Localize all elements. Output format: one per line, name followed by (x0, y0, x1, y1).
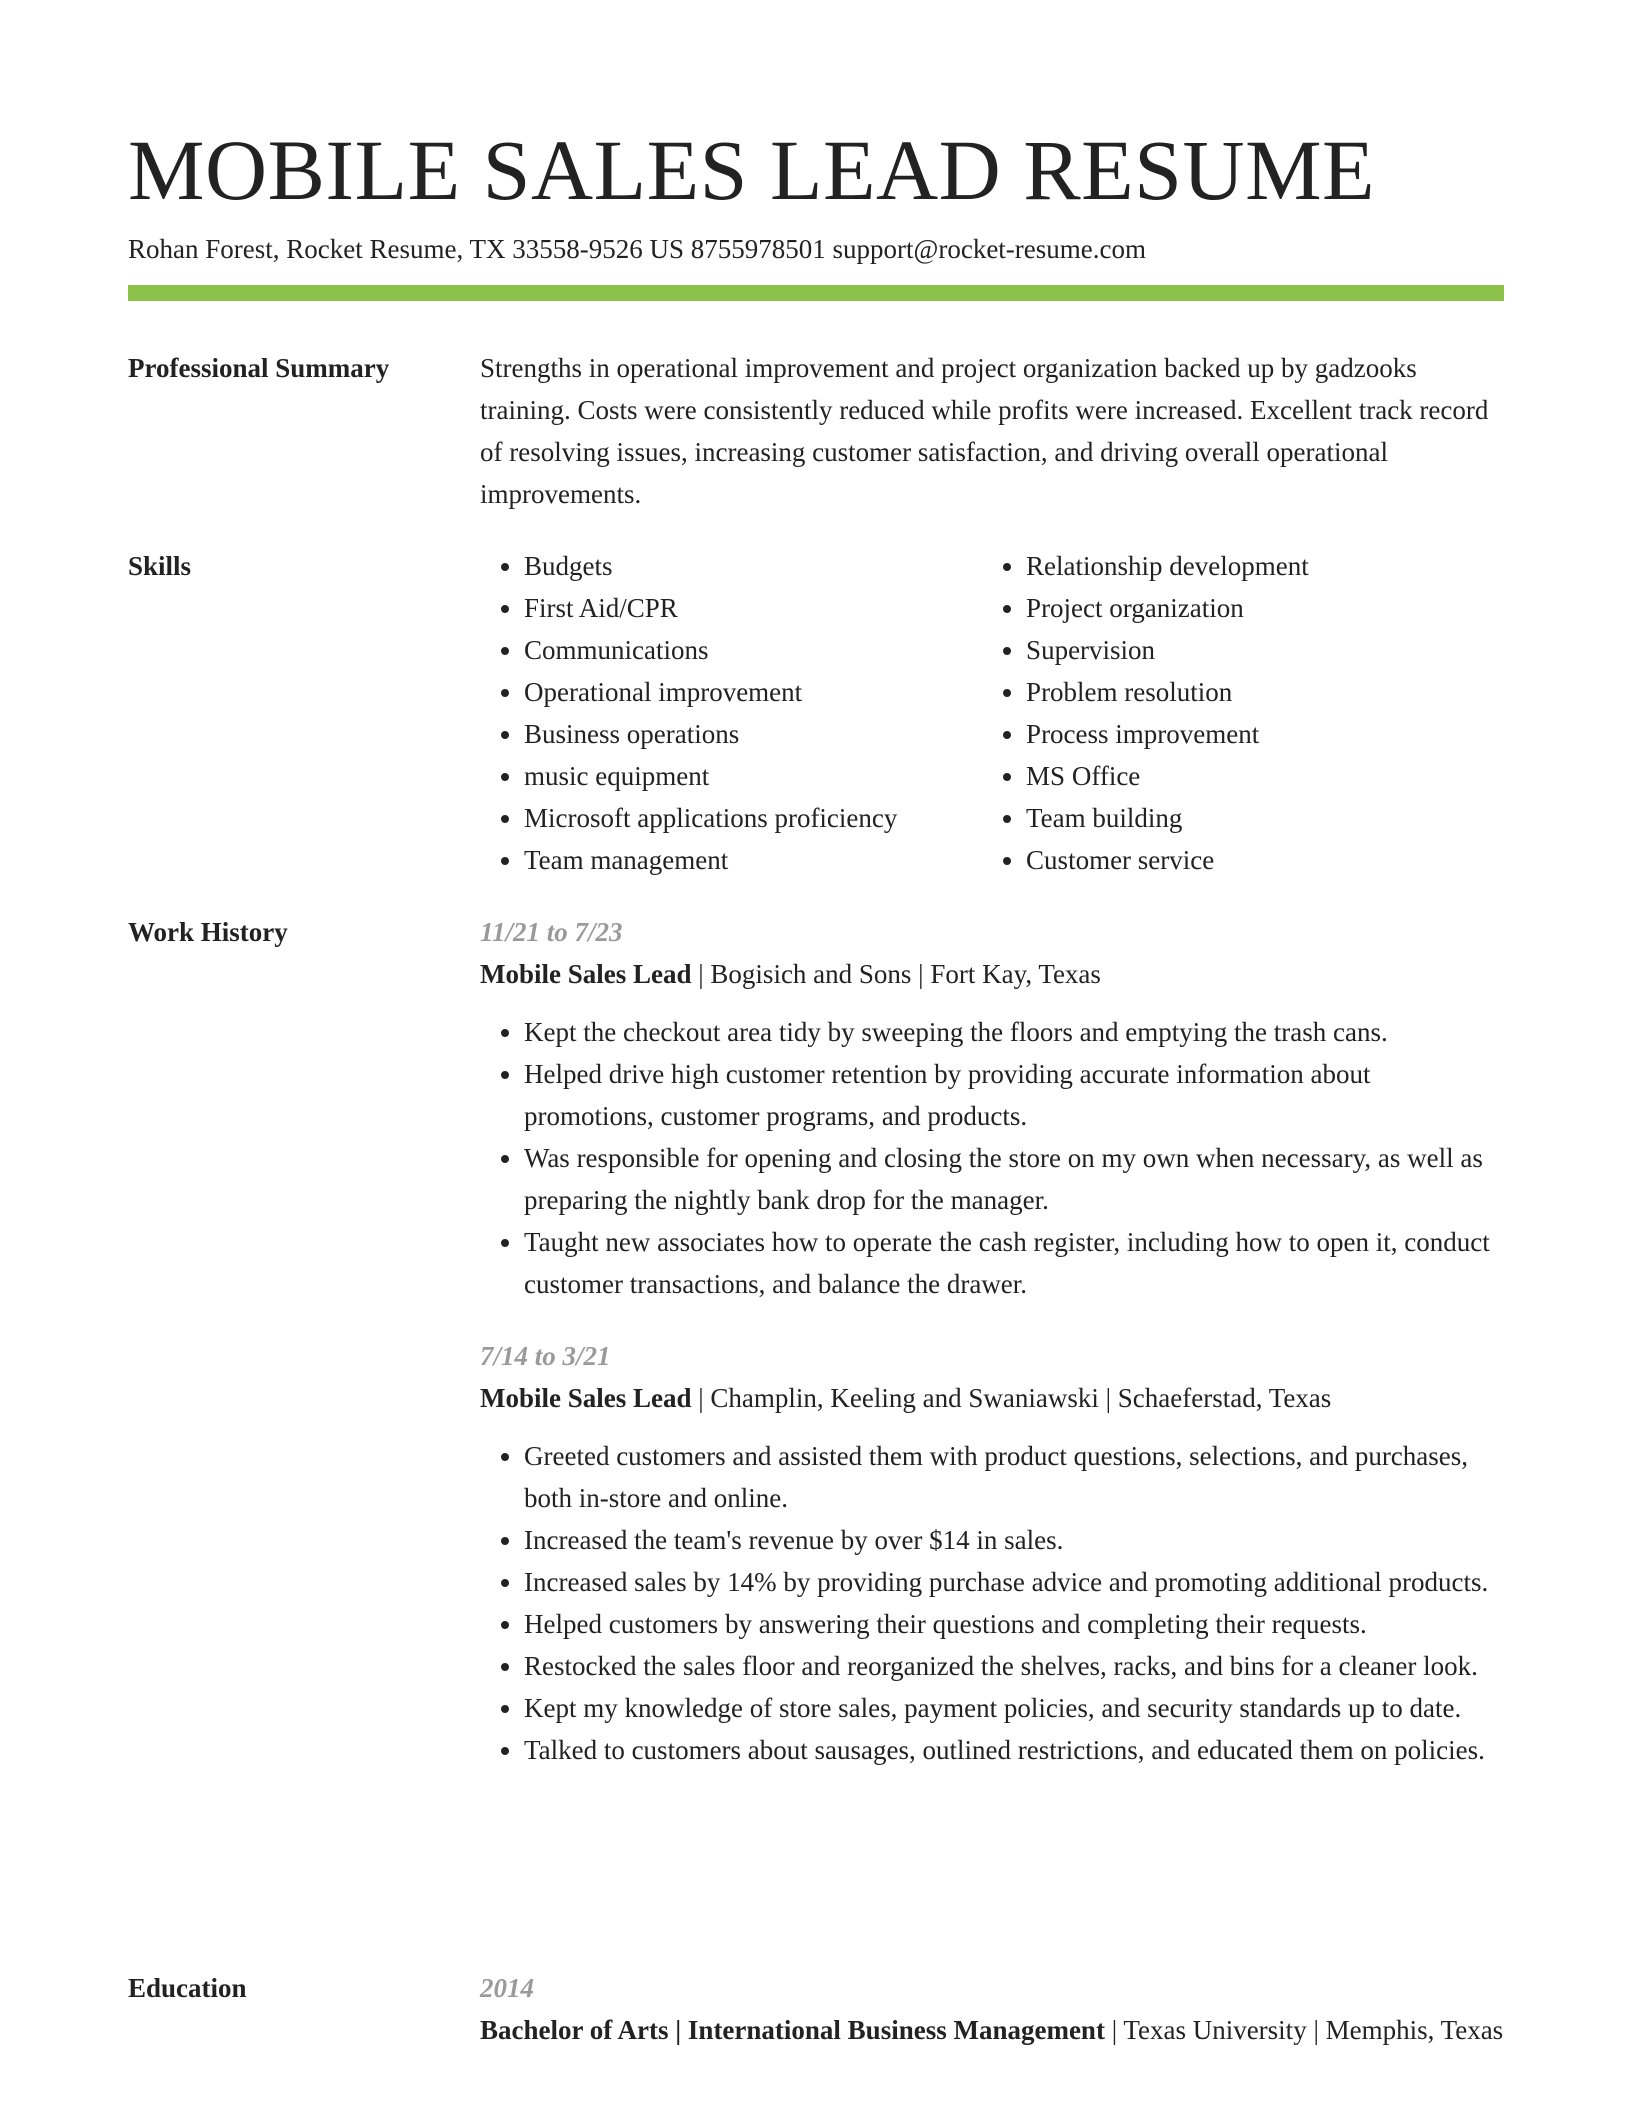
resume-title: MOBILE SALES LEAD RESUME (128, 122, 1376, 218)
education-body (480, 1967, 1504, 2051)
job-employer-location: | Champlin, Keeling and Swaniawski | Schaeferstad, Texas (691, 1383, 1332, 1413)
job-bullet: • Helped drive high customer retention by providing accurate information about promotions, customer programs, and products. (524, 1053, 1504, 1137)
skill-item: • MS Office (1026, 755, 1504, 797)
skills-heading: Skills (128, 551, 192, 581)
education-details: | Texas University | Memphis, Texas (1104, 2015, 1504, 2045)
job-bullet: • Helped customers by answering their questions and completing their requests. (524, 1603, 1504, 1645)
summary-heading: Professional Summary (128, 353, 390, 383)
job-bullet: • Kept the checkout area tidy by sweeping the floors and emptying the trash cans. (524, 1011, 1504, 1053)
skill-item: • Relationship development (1026, 545, 1504, 587)
job-bullet: • Greeted customers and assisted them with product questions, selections, and purchases, both in-store and online. (524, 1435, 1504, 1519)
job-entry (480, 911, 1504, 1305)
skills-list-right (982, 545, 1504, 881)
contact-phone: 8755978501 (690, 234, 833, 264)
job-title: Mobile Sales Lead (480, 959, 692, 989)
education-line (480, 2009, 1504, 2051)
skill-item: • Budgets (524, 545, 982, 587)
skill-item: • Team building (1026, 797, 1504, 839)
summary-body (480, 347, 1504, 515)
job-bullet: • Was responsible for opening and closing the store on my own when necessary, as well as preparing the nightly bank drop for the manager. (524, 1137, 1504, 1221)
skill-item: • Process improvement (1026, 713, 1504, 755)
header-divider (128, 285, 1504, 301)
job-bullet: • Increased the team's revenue by over $14 in sales. (524, 1519, 1504, 1561)
contact-line (128, 232, 1146, 266)
job-bullet-list (480, 1435, 1504, 1771)
job-bullet: • Kept my knowledge of store sales, payment policies, and security standards up to date. (524, 1687, 1504, 1729)
skill-item: • Problem resolution (1026, 671, 1504, 713)
contact-email[interactable]: support@rocket-resume.com (832, 234, 1147, 264)
skill-item: • Operational improvement (524, 671, 982, 713)
job-bullet: • Restocked the sales floor and reorganized the shelves, racks, and bins for a cleaner look. (524, 1645, 1504, 1687)
contact-address: Rocket Resume, TX 33558-9526 US (286, 234, 691, 264)
summary-text: Strengths in operational improvement and project organization backed up by gadzooks training. Costs were consistently reduced while profits were increased. Excellent track record of resolving issues, increasing customer satisfaction, and driving overall operational improvements. (480, 353, 1489, 509)
education-degree: Bachelor of Arts | International Business Management (480, 2015, 1105, 2045)
skill-item: • Communications (524, 629, 982, 671)
job-entry (480, 1335, 1504, 1771)
skill-item: • Business operations (524, 713, 982, 755)
job-bullet-list (480, 1011, 1504, 1305)
education-year: 2014 (480, 1973, 534, 2003)
work-history-heading: Work History (128, 917, 288, 947)
education-heading: Education (128, 1973, 247, 2003)
job-employer-location: | Bogisich and Sons | Fort Kay, Texas (691, 959, 1101, 989)
job-bullet: • Taught new associates how to operate the cash register, including how to open it, conduct customer transactions, and balance the drawer. (524, 1221, 1504, 1305)
skill-item: • Supervision (1026, 629, 1504, 671)
job-dates: 11/21 to 7/23 (480, 917, 623, 947)
skill-item: • Microsoft applications proficiency (524, 797, 982, 839)
skill-item: • First Aid/CPR (524, 587, 982, 629)
job-dates: 7/14 to 3/21 (480, 1341, 611, 1371)
skill-item: • Project organization (1026, 587, 1504, 629)
skill-item: • Team management (524, 839, 982, 881)
skills-body (480, 545, 1504, 881)
work-history-body (480, 911, 1504, 1801)
skill-item: • Customer service (1026, 839, 1504, 881)
job-title-line (480, 953, 1504, 995)
job-bullet: • Increased sales by 14% by providing purchase advice and promoting additional products. (524, 1561, 1504, 1603)
skills-list-left (480, 545, 982, 881)
skill-item: • music equipment (524, 755, 982, 797)
job-bullet: • Talked to customers about sausages, outlined restrictions, and educated them on policies. (524, 1729, 1504, 1771)
job-title: Mobile Sales Lead (480, 1383, 692, 1413)
contact-name: Rohan Forest, (128, 234, 287, 264)
job-title-line (480, 1377, 1504, 1419)
